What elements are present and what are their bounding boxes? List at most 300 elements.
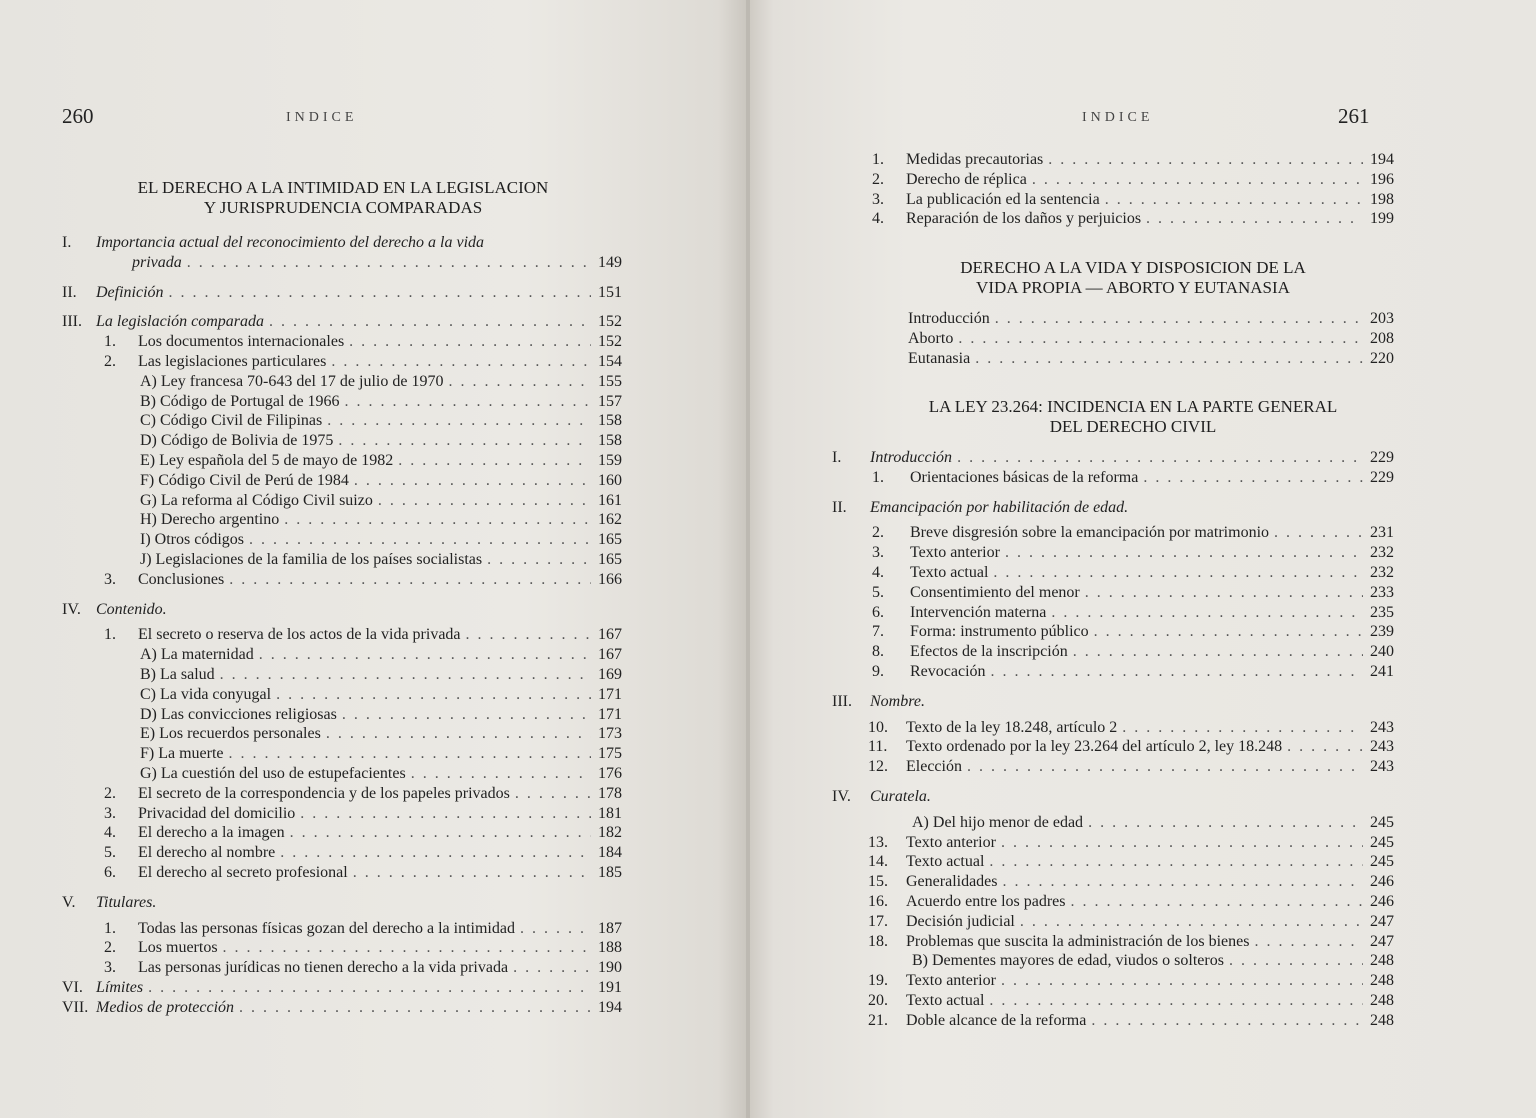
entry-title: G) La reforma al Código Civil suizo: [140, 491, 373, 509]
left-toc-list: [62, 233, 622, 1017]
entry-number: 11.: [868, 738, 888, 756]
toc-entry: [62, 893, 622, 913]
entry-number: 6.: [872, 603, 884, 621]
entry-number: 9.: [872, 662, 884, 680]
spacer: [62, 302, 622, 312]
toc-entry: [62, 431, 622, 451]
title-line: EL DERECHO A LA INTIMIDAD EN LA LEGISLACION: [137, 178, 549, 197]
entry-page-number: 167: [598, 646, 622, 664]
entry-page-number: 181: [598, 804, 622, 822]
dot-leader: [448, 372, 591, 392]
entry-title: Importancia actual del reconocimiento del derecho a la vida: [96, 234, 485, 251]
entry-number: I.: [62, 234, 72, 251]
entry-title: B) La salud: [140, 665, 215, 683]
entry-title: La legislación comparada: [96, 313, 264, 331]
dot-leader: [326, 724, 591, 744]
entry-number: 3.: [104, 804, 116, 822]
dot-leader: [1032, 170, 1363, 190]
entry-number: 1.: [104, 919, 116, 937]
entry-page-number: 248: [1370, 952, 1394, 970]
toc-entry: [62, 283, 622, 303]
toc-entry: [832, 662, 1394, 682]
toc-entry: [62, 491, 622, 511]
entry-number: 8.: [872, 643, 884, 661]
entry-title: E) Ley española del 5 de mayo de 1982: [140, 451, 394, 469]
entry-title: Titulares.: [96, 893, 157, 911]
entry-page-number: 198: [1370, 190, 1394, 208]
entry-title: Problemas que suscita la administración de los bienes: [906, 932, 1250, 950]
dot-leader: [354, 471, 591, 491]
left-page: [0, 0, 748, 1118]
entry-title: G) La cuestión del uso de estupefacientes: [140, 764, 406, 782]
entry-page-number: 154: [598, 352, 622, 370]
entry-number: 14.: [868, 853, 888, 871]
entry-title: Intervención materna: [910, 603, 1047, 621]
entry-title: Derecho de réplica: [906, 170, 1027, 188]
toc-entry: [908, 329, 1394, 349]
dot-leader: [515, 784, 591, 804]
entry-number: V.: [62, 893, 76, 911]
toc-entry: [62, 919, 622, 939]
toc-entry: [62, 724, 622, 744]
entry-number: 3.: [872, 190, 884, 208]
entry-title: Texto ordenado por la ley 23.264 del artículo 2, ley 18.248: [906, 738, 1283, 756]
entry-title: Reparación de los daños y perjuicios: [906, 210, 1142, 228]
entry-title: Texto actual: [910, 563, 989, 581]
toc-entry: [872, 209, 1394, 229]
entry-page-number: 246: [1370, 892, 1394, 910]
toc-entry: [62, 645, 622, 665]
toc-entry: [62, 823, 622, 843]
entry-page-number: 243: [1370, 758, 1394, 776]
dot-leader: [1073, 642, 1363, 662]
entry-title: Emancipación por habilitación de edad.: [870, 498, 1129, 516]
entry-number: III.: [832, 692, 852, 710]
toc-entry: [62, 411, 622, 431]
entry-number: I.: [832, 449, 842, 466]
entry-title: Forma: instrumento público: [910, 623, 1089, 641]
entry-title: D) Código de Bolivia de 1975: [140, 432, 334, 450]
entry-number: III.: [62, 313, 82, 331]
dot-leader: [349, 332, 591, 352]
entry-page-number: 232: [1370, 563, 1394, 581]
dot-leader: [342, 705, 591, 725]
dot-leader: [220, 665, 591, 685]
entry-page-number: 229: [1370, 449, 1394, 466]
entry-number: 2.: [104, 939, 116, 957]
entry-title: El derecho a la imagen: [138, 824, 285, 842]
entry-number: 1.: [104, 626, 116, 644]
entry-title: Decisión judicial: [906, 912, 1015, 930]
entry-title: Medidas precautorias: [906, 151, 1044, 168]
entry-page-number: 199: [1370, 210, 1394, 228]
spacer: [62, 883, 622, 893]
entry-page-number: 231: [1370, 524, 1394, 542]
dot-leader: [280, 843, 591, 863]
entry-title: Texto anterior: [906, 972, 996, 990]
toc-entry: [832, 971, 1394, 991]
entry-page-number: 176: [598, 764, 622, 782]
entry-title: La publicación ed la sentencia: [906, 190, 1100, 208]
toc-entry: [62, 843, 622, 863]
entry-page-number: 151: [598, 283, 622, 301]
entry-number: IV.: [832, 787, 851, 805]
dot-leader: [958, 329, 1363, 349]
entry-number: 17.: [868, 912, 888, 930]
toc-entry: [832, 692, 1394, 712]
dot-leader: [967, 757, 1363, 777]
entry-number: 15.: [868, 873, 888, 891]
entry-page-number: 173: [598, 725, 622, 743]
entry-page-number: 155: [598, 372, 622, 390]
entry-number: 20.: [868, 991, 888, 1009]
spacer: [832, 777, 1394, 787]
entry-page-number: 248: [1370, 991, 1394, 1009]
entry-title: Revocación: [910, 662, 986, 680]
entry-page-number: 229: [1370, 468, 1394, 486]
entry-title: El derecho al nombre: [138, 844, 276, 862]
toc-entry: [832, 448, 1394, 468]
entry-title: Elección: [906, 758, 962, 776]
toc-entry: [62, 998, 622, 1018]
dot-leader: [290, 823, 591, 843]
entry-page-number: 245: [1370, 813, 1394, 831]
toc-entry: [872, 170, 1394, 190]
entry-title: Consentimiento del menor: [910, 583, 1080, 601]
entry-number: 1.: [872, 151, 884, 168]
entry-page-number: 167: [598, 626, 622, 644]
entry-page-number: 203: [1370, 310, 1394, 327]
toc-entry: [62, 784, 622, 804]
entry-page-number: 185: [598, 863, 622, 881]
entry-title: Los muertos: [138, 939, 218, 957]
entry-title: Texto de la ley 18.248, artículo 2: [906, 718, 1118, 736]
toc-entry: [832, 787, 1394, 807]
entry-number: 1.: [872, 468, 884, 486]
toc-entry: [832, 892, 1394, 912]
entry-page-number: 190: [598, 959, 622, 977]
entry-title: Breve disgresión sobre la emancipación por matrimonio: [910, 524, 1270, 542]
dot-leader: [995, 309, 1363, 329]
entry-title: Medios de protección: [96, 998, 235, 1016]
entry-page-number: 152: [598, 333, 622, 351]
toc-entry: [832, 1011, 1394, 1031]
dot-leader: [975, 349, 1363, 369]
right-toc-top: [872, 150, 1394, 229]
dot-leader: [1122, 718, 1363, 738]
dot-leader: [169, 283, 591, 303]
entry-page-number: 158: [598, 412, 622, 430]
entry-title: Privacidad del domicilio: [138, 804, 296, 822]
spacer: [62, 273, 622, 283]
toc-entry: [832, 912, 1394, 932]
dot-leader: [487, 550, 591, 570]
dot-leader: [398, 451, 591, 471]
dot-leader: [1071, 892, 1364, 912]
entry-title: Orientaciones básicas de la reforma: [910, 468, 1139, 486]
right-section-title-2: [872, 258, 1394, 310]
entry-number: 3.: [104, 570, 116, 588]
title-line: Y JURISPRUDENCIA COMPARADAS: [203, 198, 483, 217]
entry-number: 18.: [868, 932, 888, 950]
entry-page-number: 248: [1370, 1011, 1394, 1029]
entry-number: VII.: [62, 998, 89, 1016]
toc-entry: [62, 764, 622, 784]
entry-number: 1.: [104, 333, 116, 351]
dot-leader: [991, 662, 1363, 682]
dot-leader: [957, 448, 1363, 468]
entry-title: Texto actual: [906, 853, 985, 871]
entry-page-number: 194: [598, 998, 622, 1016]
spacer: [62, 590, 622, 600]
entry-page-number: 247: [1370, 932, 1394, 950]
toc-entry: [832, 498, 1394, 518]
entry-page-number: 232: [1370, 544, 1394, 562]
entry-page-number: 240: [1370, 643, 1394, 661]
entry-title: Las legislaciones particulares: [138, 352, 327, 370]
toc-entry: [62, 570, 622, 590]
dot-leader: [223, 938, 591, 958]
entry-title: Doble alcance de la reforma: [906, 1011, 1087, 1029]
entry-number: 4.: [104, 824, 116, 842]
entry-page-number: 165: [598, 550, 622, 568]
dot-leader: [300, 804, 591, 824]
entry-page-number: 196: [1370, 170, 1394, 188]
dot-leader: [989, 852, 1363, 872]
entry-title: E) Los recuerdos personales: [140, 725, 321, 743]
entry-page-number: 171: [598, 685, 622, 703]
entry-number: 3.: [872, 544, 884, 562]
entry-page-number: 165: [598, 531, 622, 549]
dot-leader: [1091, 1011, 1363, 1031]
toc-entry: [832, 543, 1394, 563]
toc-entry: [62, 471, 622, 491]
entry-page-number: 245: [1370, 853, 1394, 871]
entry-title: Límites: [96, 978, 144, 996]
entry-page-number: 245: [1370, 833, 1394, 851]
entry-page-number: 161: [598, 491, 622, 509]
toc-entry: [908, 309, 1394, 329]
toc-entry: [62, 958, 622, 978]
entry-title: A) La maternidad: [140, 646, 254, 664]
entry-number: 3.: [104, 959, 116, 977]
toc-entry: [832, 872, 1394, 892]
entry-page-number: 175: [598, 745, 622, 763]
running-header-right: INDICE: [1082, 110, 1154, 125]
dot-leader: [353, 863, 591, 883]
entry-number: 2.: [872, 524, 884, 542]
dot-leader: [269, 312, 591, 332]
dot-leader: [1254, 932, 1363, 952]
page-number-right: 261: [1338, 104, 1370, 128]
entry-page-number: 188: [598, 939, 622, 957]
entry-number: II.: [832, 498, 847, 516]
right-toc-bottom: [832, 448, 1394, 1031]
toc-entry: [62, 665, 622, 685]
entry-page-number: 239: [1370, 623, 1394, 641]
toc-entry: [872, 190, 1394, 210]
section-title: [872, 397, 1394, 437]
entry-page-number: 247: [1370, 912, 1394, 930]
entry-title: A) Del hijo menor de edad: [912, 813, 1084, 831]
toc-entry: [62, 705, 622, 725]
toc-entry: [62, 312, 622, 332]
section-title: [62, 178, 624, 218]
entry-page-number: 235: [1370, 603, 1394, 621]
entry-page-number: 158: [598, 432, 622, 450]
page-number-left: 260: [62, 104, 94, 128]
entry-number: 4.: [872, 563, 884, 581]
entry-number: 12.: [868, 758, 888, 776]
entry-page-number: 191: [598, 978, 622, 996]
entry-page-number: 171: [598, 705, 622, 723]
toc-entry: [832, 951, 1394, 971]
dot-leader: [1003, 872, 1363, 892]
dot-leader: [1229, 951, 1363, 971]
toc-entry: [832, 737, 1394, 757]
entry-title: B) Dementes mayores de edad, viudos o solteros: [912, 952, 1224, 970]
right-page: [750, 0, 1536, 1118]
entry-page-number: 241: [1370, 662, 1394, 680]
dot-leader: [1274, 523, 1363, 543]
dot-leader: [1085, 583, 1363, 603]
entry-page-number: 182: [598, 824, 622, 842]
dot-leader: [239, 998, 591, 1018]
entry-title: F) La muerte: [140, 745, 224, 763]
toc-entry: [62, 863, 622, 883]
entry-number: II.: [62, 283, 77, 301]
entry-title: El secreto de la correspondencia y de los papeles privados: [138, 784, 510, 802]
title-line: DEL DERECHO CIVIL: [1049, 417, 1217, 436]
entry-number: 4.: [872, 210, 884, 228]
entry-title: Eutanasia: [908, 349, 971, 367]
spacer: [832, 682, 1394, 692]
entry-number: 5.: [872, 583, 884, 601]
dot-leader: [989, 991, 1363, 1011]
entry-number: 2.: [872, 170, 884, 188]
dot-leader: [1143, 468, 1363, 488]
dot-leader: [1048, 150, 1363, 170]
entry-number: 2.: [104, 784, 116, 802]
entry-number: 10.: [868, 718, 888, 736]
entry-number: 5.: [104, 844, 116, 862]
entry-title: J) Legislaciones de la familia de los países socialistas: [140, 550, 483, 568]
entry-title: D) Las convicciones religiosas: [140, 705, 337, 723]
dot-leader: [229, 570, 591, 590]
right-toc-mid: [908, 309, 1394, 368]
dot-leader: [993, 563, 1363, 583]
entry-page-number: 169: [598, 665, 622, 683]
toc-entry: [832, 642, 1394, 662]
toc-entry: [62, 510, 622, 530]
entry-page-number: 246: [1370, 873, 1394, 891]
entry-page-number: 184: [598, 844, 622, 862]
entry-page-number: 178: [598, 784, 622, 802]
entry-page-number: 187: [598, 919, 622, 937]
entry-page-number: 160: [598, 471, 622, 489]
toc-entry: [832, 583, 1394, 603]
entry-title: Nombre.: [870, 692, 925, 710]
entry-title: C) Código Civil de Filipinas: [140, 412, 323, 430]
toc-entry: [62, 625, 622, 645]
title-line: DERECHO A LA VIDA Y DISPOSICION DE LA: [960, 258, 1306, 277]
entry-title: Todas las personas físicas gozan del derecho a la intimidad: [138, 919, 515, 937]
toc-entry: [832, 468, 1394, 488]
toc-entry: [62, 550, 622, 570]
entry-title: F) Código Civil de Perú de 1984: [140, 471, 349, 489]
entry-page-number: 162: [598, 511, 622, 529]
entry-page-number: 149: [598, 253, 622, 271]
entry-title: Los documentos internacionales: [138, 333, 345, 351]
toc-entry: [62, 685, 622, 705]
entry-title: A) Ley francesa 70-643 del 17 de julio de 1970: [140, 372, 444, 390]
dot-leader: [1001, 971, 1363, 991]
entry-title: H) Derecho argentino: [140, 511, 280, 529]
toc-entry: [832, 563, 1394, 583]
dot-leader: [276, 685, 591, 705]
entry-page-number: 166: [598, 570, 622, 588]
entry-page-number: 152: [598, 313, 622, 331]
toc-entry: [872, 150, 1394, 170]
toc-entry: [62, 352, 622, 372]
entry-title: Las personas jurídicas no tienen derecho a la vida privada: [138, 959, 509, 977]
entry-title: Texto anterior: [906, 833, 996, 851]
entry-title: Aborto: [908, 329, 954, 347]
entry-title: El secreto o reserva de los actos de la vida privada: [138, 626, 461, 644]
entry-title: Efectos de la inscripción: [910, 643, 1068, 661]
dot-leader: [284, 510, 591, 530]
entry-page-number: 233: [1370, 583, 1394, 601]
entry-number: VI.: [62, 978, 83, 996]
toc-entry: [832, 833, 1394, 853]
entry-page-number: 220: [1370, 349, 1394, 367]
section-title: [872, 258, 1394, 298]
dot-leader: [1088, 813, 1363, 833]
entry-page-number: 248: [1370, 972, 1394, 990]
spacer: [832, 488, 1394, 498]
toc-entry: [62, 804, 622, 824]
entry-page-number: 194: [1370, 151, 1394, 168]
entry-title: Curatela.: [870, 787, 931, 805]
toc-entry: [832, 852, 1394, 872]
dot-leader: [1094, 622, 1363, 642]
entry-page-number: 243: [1370, 718, 1394, 736]
toc-entry: [62, 744, 622, 764]
entry-number: 13.: [868, 833, 888, 851]
entry-title: Texto anterior: [910, 544, 1000, 562]
toc-entry: [832, 813, 1394, 833]
toc-entry: [832, 603, 1394, 623]
entry-number: 16.: [868, 892, 888, 910]
dot-leader: [1001, 833, 1363, 853]
left-section-title: [62, 178, 624, 230]
entry-page-number: 208: [1370, 329, 1394, 347]
toc-entry: [62, 233, 622, 253]
entry-title: B) Código de Portugal de 1966: [140, 392, 340, 410]
toc-entry: [62, 978, 622, 998]
entry-page-number: 157: [598, 392, 622, 410]
entry-title: Contenido.: [96, 600, 167, 618]
entry-page-number: 159: [598, 451, 622, 469]
entry-page-number: 243: [1370, 738, 1394, 756]
toc-entry: [62, 372, 622, 392]
dot-leader: [1020, 912, 1363, 932]
toc-entry: [832, 622, 1394, 642]
entry-number: IV.: [62, 600, 81, 618]
entry-number: 19.: [868, 972, 888, 990]
toc-entry: [62, 530, 622, 550]
title-line: LA LEY 23.264: INCIDENCIA EN LA PARTE GENERAL: [928, 397, 1338, 416]
